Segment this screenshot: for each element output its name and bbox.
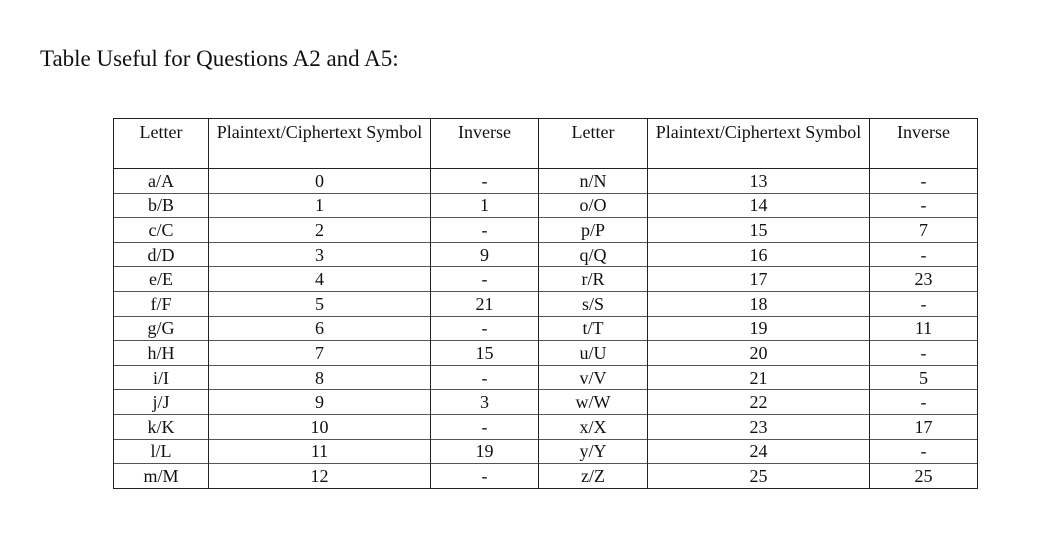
- inverse-cell: -: [431, 316, 539, 341]
- letter-cell: j/J: [114, 390, 209, 415]
- symbol-cell: 24: [648, 439, 870, 464]
- letter-cell: g/G: [114, 316, 209, 341]
- header-symbol: Plaintext/Ciphertext Symbol: [209, 119, 431, 169]
- inverse-cell: -: [870, 291, 978, 316]
- inverse-cell: -: [431, 365, 539, 390]
- letter-cell: v/V: [539, 365, 648, 390]
- symbol-cell: 4: [209, 267, 431, 292]
- letter-cell: x/X: [539, 414, 648, 439]
- table-row: [114, 341, 978, 366]
- symbol-cell: 22: [648, 390, 870, 415]
- table-row: [114, 390, 978, 415]
- inverse-cell: 7: [870, 218, 978, 243]
- symbol-cell: 7: [209, 341, 431, 366]
- inverse-cell: -: [870, 341, 978, 366]
- table-row: [114, 267, 978, 292]
- symbol-cell: 1: [209, 193, 431, 218]
- symbol-cell: 14: [648, 193, 870, 218]
- inverse-cell: 1: [431, 193, 539, 218]
- letter-cell: i/I: [114, 365, 209, 390]
- letter-cell: c/C: [114, 218, 209, 243]
- inverse-cell: 9: [431, 242, 539, 267]
- symbol-cell: 10: [209, 414, 431, 439]
- header-symbol-2: Plaintext/Ciphertext Symbol: [648, 119, 870, 169]
- letter-cell: e/E: [114, 267, 209, 292]
- header-row: [114, 119, 978, 169]
- symbol-cell: 15: [648, 218, 870, 243]
- symbol-cell: 18: [648, 291, 870, 316]
- letter-cell: y/Y: [539, 439, 648, 464]
- letter-cell: a/A: [114, 169, 209, 194]
- inverse-cell: 25: [870, 464, 978, 489]
- letter-cell: d/D: [114, 242, 209, 267]
- symbol-cell: 6: [209, 316, 431, 341]
- symbol-cell: 2: [209, 218, 431, 243]
- header-inverse: Inverse: [431, 119, 539, 169]
- letter-cell: w/W: [539, 390, 648, 415]
- letter-cell: b/B: [114, 193, 209, 218]
- symbol-cell: 21: [648, 365, 870, 390]
- letter-cell: o/O: [539, 193, 648, 218]
- symbol-cell: 0: [209, 169, 431, 194]
- symbol-cell: 23: [648, 414, 870, 439]
- symbol-cell: 13: [648, 169, 870, 194]
- letter-cell: m/M: [114, 464, 209, 489]
- symbol-cell: 8: [209, 365, 431, 390]
- symbol-cell: 17: [648, 267, 870, 292]
- table-row: [114, 169, 978, 194]
- table-row: [114, 414, 978, 439]
- symbol-cell: 16: [648, 242, 870, 267]
- inverse-cell: -: [431, 464, 539, 489]
- inverse-cell: 15: [431, 341, 539, 366]
- symbol-cell: 9: [209, 390, 431, 415]
- inverse-cell: -: [431, 218, 539, 243]
- cipher-lookup-table: [113, 118, 978, 489]
- table-row: [114, 316, 978, 341]
- symbol-cell: 12: [209, 464, 431, 489]
- inverse-cell: -: [431, 169, 539, 194]
- inverse-cell: 19: [431, 439, 539, 464]
- inverse-cell: -: [870, 193, 978, 218]
- symbol-cell: 5: [209, 291, 431, 316]
- inverse-cell: 17: [870, 414, 978, 439]
- symbol-cell: 3: [209, 242, 431, 267]
- table-body: [114, 169, 978, 489]
- table-row: [114, 242, 978, 267]
- table-row: [114, 193, 978, 218]
- inverse-cell: 11: [870, 316, 978, 341]
- inverse-cell: -: [870, 390, 978, 415]
- inverse-cell: 21: [431, 291, 539, 316]
- table-row: [114, 291, 978, 316]
- letter-cell: r/R: [539, 267, 648, 292]
- letter-cell: z/Z: [539, 464, 648, 489]
- header-letter: Letter: [114, 119, 209, 169]
- letter-cell: k/K: [114, 414, 209, 439]
- letter-cell: f/F: [114, 291, 209, 316]
- letter-cell: u/U: [539, 341, 648, 366]
- table-header: [114, 119, 978, 169]
- inverse-cell: -: [431, 414, 539, 439]
- symbol-cell: 25: [648, 464, 870, 489]
- letter-cell: s/S: [539, 291, 648, 316]
- inverse-cell: 23: [870, 267, 978, 292]
- symbol-cell: 11: [209, 439, 431, 464]
- header-letter-2: Letter: [539, 119, 648, 169]
- inverse-cell: -: [870, 439, 978, 464]
- letter-cell: p/P: [539, 218, 648, 243]
- letter-cell: n/N: [539, 169, 648, 194]
- inverse-cell: 5: [870, 365, 978, 390]
- inverse-cell: -: [870, 242, 978, 267]
- table-row: [114, 218, 978, 243]
- inverse-cell: -: [431, 267, 539, 292]
- page-title: Table Useful for Questions A2 and A5:: [40, 46, 399, 71]
- table-row: [114, 439, 978, 464]
- inverse-cell: 3: [431, 390, 539, 415]
- letter-cell: t/T: [539, 316, 648, 341]
- letter-cell: l/L: [114, 439, 209, 464]
- table-row: [114, 464, 978, 489]
- symbol-cell: 19: [648, 316, 870, 341]
- inverse-cell: -: [870, 169, 978, 194]
- letter-cell: q/Q: [539, 242, 648, 267]
- table-row: [114, 365, 978, 390]
- header-inverse-2: Inverse: [870, 119, 978, 169]
- symbol-cell: 20: [648, 341, 870, 366]
- letter-cell: h/H: [114, 341, 209, 366]
